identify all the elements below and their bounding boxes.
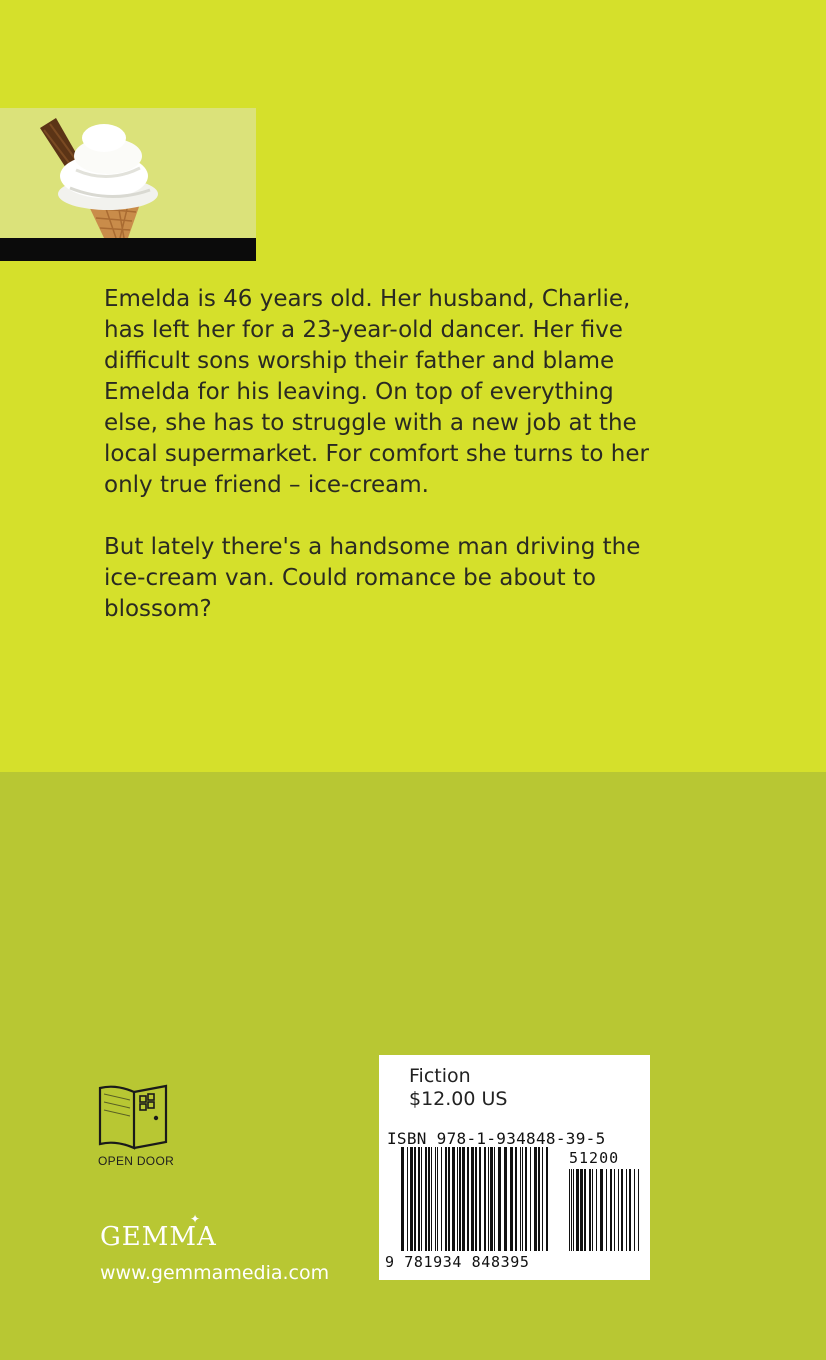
barcode-bar bbox=[445, 1147, 447, 1251]
barcode-bar bbox=[618, 1169, 619, 1251]
barcode-bar bbox=[401, 1147, 404, 1251]
barcode-bar bbox=[596, 1169, 597, 1251]
barcode-bar bbox=[441, 1147, 442, 1251]
barcode-bar bbox=[614, 1169, 615, 1251]
barcode-bar bbox=[584, 1169, 586, 1251]
barcode-bar bbox=[459, 1147, 461, 1251]
book-category: Fiction bbox=[409, 1065, 471, 1087]
sparkle-icon: ✦ bbox=[190, 1212, 201, 1226]
book-price: $12.00 US bbox=[409, 1088, 508, 1110]
blurb-paragraph-2: But lately there's a handsome man driving the ice-cream van. Could romance be about to blossom? bbox=[104, 534, 641, 622]
price-code: 51200 bbox=[569, 1149, 620, 1167]
barcode-bar bbox=[634, 1169, 635, 1251]
barcode-bar bbox=[437, 1147, 438, 1251]
barcode-bar bbox=[407, 1147, 408, 1251]
barcode-bar bbox=[534, 1147, 537, 1251]
barcode-bar bbox=[414, 1147, 416, 1251]
barcode-bar bbox=[479, 1147, 481, 1251]
back-cover-blurb bbox=[104, 284, 664, 656]
barcode-bar bbox=[410, 1147, 413, 1251]
barcode-bar bbox=[542, 1147, 543, 1251]
blurb-paragraph-1: Emelda is 46 years old. Her husband, Charlie, has left her for a 23-year-old dancer. Her five difficult sons worship their father and blame Emelda for his leaving. On top of everything else, she has to struggle with a new job at the local supermarket. For comfort she turns to her only true friend – ice-cream. bbox=[104, 286, 649, 498]
barcode-digits: 9 781934 848395 bbox=[385, 1253, 530, 1271]
barcode-bar bbox=[606, 1169, 607, 1251]
barcode-bar bbox=[530, 1147, 531, 1251]
ice-cream-cone-icon bbox=[0, 108, 256, 238]
barcode-bar bbox=[425, 1147, 427, 1251]
barcode-bar bbox=[610, 1169, 612, 1251]
barcode-bar bbox=[510, 1147, 513, 1251]
isbn-number: ISBN 978-1-934848-39-5 bbox=[387, 1129, 606, 1148]
barcode-bar bbox=[573, 1169, 574, 1251]
barcode-bar bbox=[488, 1147, 489, 1251]
barcode-bar bbox=[431, 1147, 432, 1251]
publisher-website: www.gemmamedia.com bbox=[100, 1262, 330, 1284]
barcode-bar bbox=[504, 1147, 507, 1251]
barcode-bar bbox=[525, 1147, 527, 1251]
barcode-bar bbox=[515, 1147, 517, 1251]
barcode-bar bbox=[520, 1147, 521, 1251]
barcode-bar bbox=[538, 1147, 540, 1251]
thumbnail-black-bar bbox=[0, 238, 256, 261]
barcode-bar bbox=[467, 1147, 469, 1251]
barcode-bar bbox=[592, 1169, 593, 1251]
barcode-bar bbox=[498, 1147, 501, 1251]
barcode-bar bbox=[435, 1147, 436, 1251]
barcode-bar bbox=[421, 1147, 422, 1251]
publisher-logo: GEMMA bbox=[100, 1222, 217, 1252]
barcode-bar bbox=[418, 1147, 420, 1251]
barcode-bar bbox=[452, 1147, 455, 1251]
barcode-bar bbox=[569, 1169, 570, 1251]
barcode-bar bbox=[580, 1169, 583, 1251]
barcode-bar bbox=[484, 1147, 486, 1251]
barcode-bar bbox=[621, 1169, 623, 1251]
barcode-bar bbox=[629, 1169, 631, 1251]
barcode-bar bbox=[457, 1147, 458, 1251]
barcode-bar bbox=[638, 1169, 639, 1251]
barcode-bar bbox=[490, 1147, 493, 1251]
barcode-bar bbox=[462, 1147, 465, 1251]
barcode-bar bbox=[475, 1147, 477, 1251]
barcode-bar bbox=[626, 1169, 627, 1251]
barcode-bar bbox=[428, 1147, 430, 1251]
price-barcode-box bbox=[379, 1055, 650, 1280]
barcode-bar bbox=[471, 1147, 474, 1251]
barcode-bar bbox=[589, 1169, 591, 1251]
barcode-bar bbox=[448, 1147, 450, 1251]
barcode-bar bbox=[600, 1169, 603, 1251]
barcode-bar bbox=[522, 1147, 523, 1251]
barcode-bar bbox=[576, 1169, 579, 1251]
series-logo-label: OPEN DOOR bbox=[98, 1154, 175, 1168]
ice-cream-thumbnail bbox=[0, 108, 256, 238]
barcode-bar bbox=[546, 1147, 548, 1251]
barcode-bar bbox=[571, 1169, 572, 1251]
barcode-bar bbox=[494, 1147, 495, 1251]
